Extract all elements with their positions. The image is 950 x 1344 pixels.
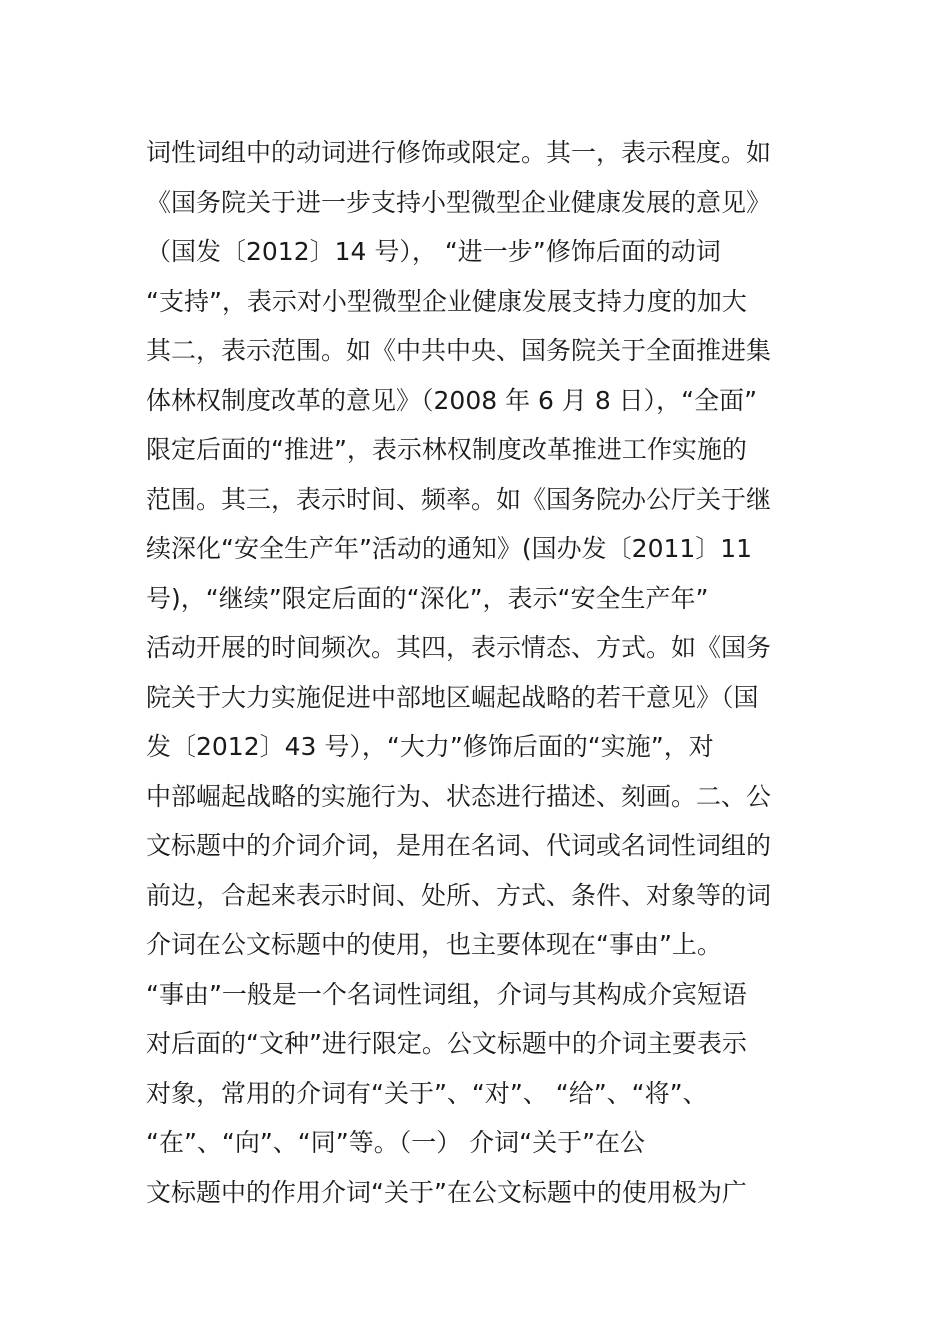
text-line: 文标题中的作用介词“关于”在公文标题中的使用极为广 — [146, 1177, 747, 1207]
text-line: 前边，合起来表示时间、处所、方式、条件、对象等的词 — [146, 880, 772, 910]
text-line: 对象，常用的介词有“关于”、“对”、 “给”、“将”、 — [146, 1078, 708, 1108]
text-line: 对后面的“文种”进行限定。公文标题中的介词主要表示 — [146, 1029, 747, 1058]
text-line: 词性词组中的动词进行修饰或限定。其一，表示程度。如 — [146, 138, 772, 167]
text-line: 续深化“安全生产年”活动的通知》(国办发〔2011〕11 — [146, 534, 753, 563]
text-line: 活动开展的时间频次。其四，表示情态、方式。如《国务 — [146, 633, 772, 662]
text-line: 介词在公文标题中的使用，也主要体现在“事由”上。 — [146, 930, 722, 959]
text-line: 《国务院关于进一步支持小型微型企业健康发展的意见》 — [146, 187, 772, 217]
text-line: 号)，“继续”限定后面的“深化”，表示“安全生产年” — [146, 583, 709, 613]
body-text — [146, 128, 846, 1217]
text-line: 限定后面的“推进”，表示林权制度改革推进工作实施的 — [146, 435, 747, 464]
text-line: 发〔2012〕43 号），“大力”修饰后面的“实施”，对 — [146, 732, 714, 761]
text-line: 中部崛起战略的实施行为、状态进行描述、刻画。二、公 — [146, 781, 772, 811]
text-line: （国发〔2012〕14 号）， “进一步”修饰后面的动词 — [146, 237, 721, 266]
text-line: “支持”，表示对小型微型企业健康发展支持力度的加大 — [146, 286, 747, 316]
text-line: “事由”一般是一个名词性词组，介词与其构成介宾短语 — [146, 979, 747, 1009]
text-line: 范围。其三，表示时间、频率。如《国务院办公厅关于继 — [146, 484, 772, 514]
text-line: 文标题中的介词介词，是用在名词、代词或名词性词组的 — [146, 831, 772, 860]
text-line: 其二，表示范围。如《中共中央、国务院关于全面推进集 — [146, 336, 772, 365]
text-line: 体林权制度改革的意见》（2008 年 6 月 8 日），“全面” — [146, 385, 758, 415]
text-line: “在”、“向”、“同”等。（一） 介词“关于”在公 — [146, 1128, 646, 1157]
text-line: 院关于大力实施促进中部地区崛起战略的若干意见》（国 — [146, 682, 759, 712]
